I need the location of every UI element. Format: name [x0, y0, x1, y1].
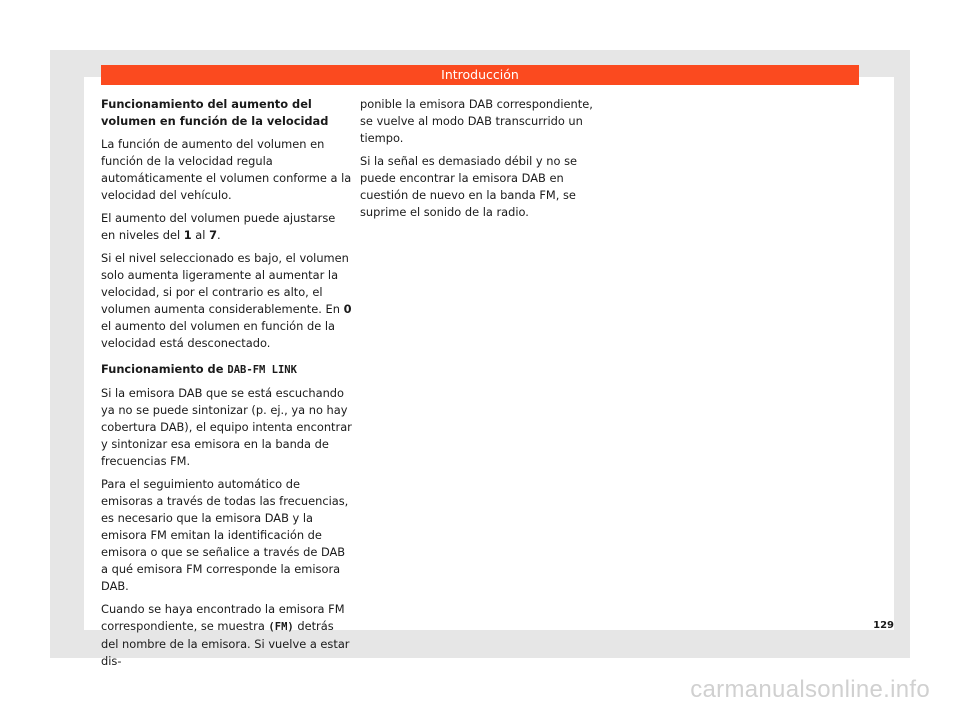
paragraph-station-tracking: Para el seguimiento automático de emisoras a través de todas las frecuencias, es necesario que la emisora DAB y la emisora FM emitan la identificación de emisora o que se señalice a través de DAB a qué emisora FM corresponde la emisora DAB. [101, 477, 349, 593]
paragraph-dab-fallback: Si la emisora DAB que se está escuchando ya no se puede sintonizar (p. ej., ya no hay cobertura DAB), el equipo intenta encontrar y sintonizar esa emisora en la banda de frecuencias FM. [101, 386, 352, 468]
right-column [360, 96, 605, 227]
heading-volume-speed: Funcionamiento del aumento del volumen en función de la velocidad [101, 97, 329, 128]
paragraph-fm-indicator: Cuando se haya encontrado la emisora FM correspondiente, se muestra (FM) detrás del nombre de la emisora. Si vuelve a estar dis- [101, 602, 350, 668]
paragraph-dab-return: ponible la emisora DAB correspondiente, se vuelve al modo DAB transcurrido un tiempo. [360, 97, 593, 145]
paragraph-weak-signal: Si la señal es demasiado débil y no se puede encontrar la emisora DAB en cuestión de nuevo en la banda FM, se suprime el sonido de la radio. [360, 154, 578, 219]
paragraph-volume-function: La función de aumento del volumen en función de la velocidad regula automáticamente el volumen conforme a la velocidad del vehículo. [101, 137, 352, 202]
paragraph-volume-levels: El aumento del volumen puede ajustarse en niveles del 1 al 7. [101, 211, 336, 242]
watermark: carmanualsonline.info [690, 676, 930, 703]
left-column [101, 96, 353, 676]
heading-dab-fm-link: Funcionamiento de DAB-FM LINK [101, 362, 297, 376]
section-header: Introducción [101, 65, 859, 85]
page-number: 129 [873, 620, 894, 631]
paragraph-volume-level-effect: Si el nivel seleccionado es bajo, el volumen solo aumenta ligeramente al aumentar la velocidad, si por el contrario es alto, el volumen aumenta considerablemente. En 0 el aumento del volumen en función de la velocidad está desconectado. [101, 251, 352, 350]
